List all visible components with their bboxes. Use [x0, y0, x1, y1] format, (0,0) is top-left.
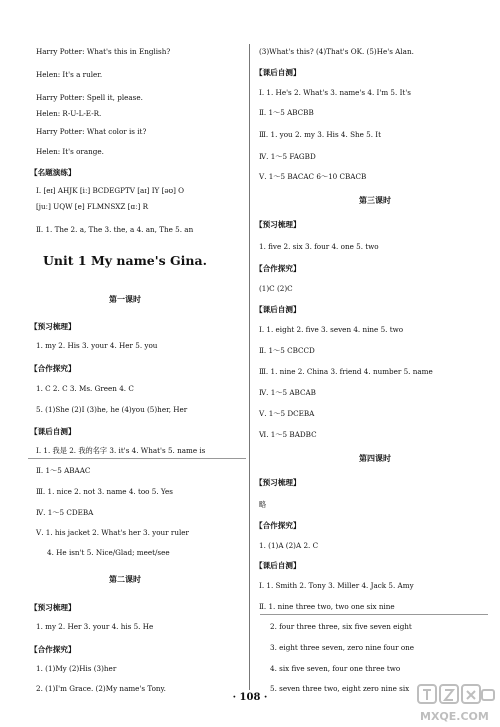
watermark-logo-icon — [414, 682, 498, 726]
answer-line: Ⅴ. 1. his jacket 2. What's her 3. your ruler — [36, 528, 189, 537]
dialogue-line: Helen: R-U-L-E-R. — [36, 109, 102, 118]
answer-line: 1. five 2. six 3. four 4. one 5. two — [259, 242, 379, 251]
answer-line: Ⅱ. 1～5 CBCCD — [259, 346, 315, 355]
answer-line: 1. (1)My (2)His (3)her — [36, 664, 117, 673]
answer-line: 4. six five seven, four one three two — [270, 664, 401, 673]
answer-line: Ⅵ. 1～5 BADBC — [259, 430, 317, 439]
lesson-title: 第二课时 — [109, 574, 141, 584]
section-heading: 【预习梳理】 — [30, 603, 76, 612]
answer-line: Ⅱ. 1. The 2. a, The 3. the, a 4. an, The 5. an — [36, 225, 194, 234]
section-heading: 【课后自测】 — [30, 427, 76, 436]
section-heading: 【课后自测】 — [255, 68, 301, 77]
section-heading: 【合作探究】 — [255, 521, 301, 530]
divider-rule — [28, 458, 246, 459]
section-heading: 【预习梳理】 — [255, 478, 301, 487]
section-heading: 【课后自测】 — [255, 305, 301, 314]
answer-line: Ⅲ. 1. nice 2. not 3. name 4. too 5. Yes — [36, 487, 173, 496]
answer-line: Ⅲ. 1. nine 2. China 3. friend 4. number 5. name — [259, 367, 433, 376]
dialogue-line: Helen: It's a ruler. — [36, 70, 103, 79]
answer-line: 5. (1)She (2)I (3)he, he (4)you (5)her, Her — [36, 405, 188, 414]
answer-line: 3. eight three seven, zero nine four one — [270, 643, 415, 652]
page-number: · 108 · — [232, 692, 268, 703]
dialogue-line: Harry Potter: What color is it? — [36, 127, 147, 136]
column-divider — [249, 44, 250, 690]
lesson-title: 第一课时 — [109, 294, 141, 304]
answer-line: 2. four three three, six five seven eight — [270, 622, 412, 631]
answer-line: Ⅰ. 1. 我是 2. 我的名字 3. it's 4. What's 5. name is — [36, 446, 206, 455]
section-heading: 【合作探究】 — [255, 264, 301, 273]
divider-rule — [260, 614, 488, 615]
answer-line: 1. my 2. Her 3. your 4. his 5. He — [36, 622, 154, 631]
answer-line: Ⅱ. 1. nine three two, two one six nine — [259, 602, 395, 611]
answer-line: Ⅰ. 1. Smith 2. Tony 3. Miller 4. Jack 5. Amy — [259, 581, 414, 590]
answer-line: [juː] UQW [e] FLMNSXZ [ɑː] R — [36, 202, 148, 211]
answer-line: Ⅴ. 1～5 DCEBA — [259, 409, 315, 418]
answer-line: 略 — [259, 500, 267, 509]
answer-line: Ⅱ. 1～5 ABCBB — [259, 108, 314, 117]
answer-line: 1. my 2. His 3. your 4. Her 5. you — [36, 341, 158, 350]
section-heading: 【合作探究】 — [30, 364, 76, 373]
answer-line: 4. He isn't 5. Nice/Glad; meet/see — [47, 548, 170, 557]
answer-line: Ⅰ. [eɪ] AHJK [iː] BCDEGPTV [aɪ] IY [əʊ] O — [36, 186, 185, 195]
section-heading: 【合作探究】 — [30, 645, 76, 654]
answer-line: (3)What's this? (4)That's OK. (5)He's Alan. — [259, 47, 414, 56]
answer-line: (1)C (2)C — [259, 284, 293, 293]
answer-line: Ⅳ. 1～5 CDEBA — [36, 508, 94, 517]
answer-line: 5. seven three two, eight zero nine six — [270, 684, 410, 693]
lesson-title: 第四课时 — [359, 453, 391, 463]
watermark-text: MXQE.COM — [420, 710, 489, 723]
answer-line: Ⅱ. 1～5 ABAAC — [36, 466, 91, 475]
section-heading: 【预习梳理】 — [255, 220, 301, 229]
answer-line: Ⅲ. 1. you 2. my 3. His 4. She 5. It — [259, 130, 382, 139]
answer-line: 2. (1)I'm Grace. (2)My name's Tony. — [36, 684, 166, 693]
unit-title: Unit 1 My name's Gina. — [43, 253, 207, 268]
dialogue-line: Harry Potter: What's this in English? — [36, 47, 171, 56]
section-heading: 【预习梳理】 — [30, 322, 76, 331]
answer-line: Ⅰ. 1. He's 2. What's 3. name's 4. I'm 5. It's — [259, 88, 411, 97]
answer-line: 1. (1)A (2)A 2. C — [259, 541, 319, 550]
section-heading: 【名题演练】 — [30, 168, 76, 177]
dialogue-line: Harry Potter: Spell it, please. — [36, 93, 143, 102]
dialogue-line: Helen: It's orange. — [36, 147, 104, 156]
answer-line: Ⅴ. 1～5 BACAC 6～10 CBACB — [259, 172, 367, 181]
answer-line: 1. C 2. C 3. Ms. Green 4. C — [36, 384, 134, 393]
lesson-title: 第三课时 — [359, 195, 391, 205]
section-heading: 【课后自测】 — [255, 561, 301, 570]
answer-line: Ⅳ. 1～5 ABCAB — [259, 388, 316, 397]
answer-line: Ⅰ. 1. eight 2. five 3. seven 4. nine 5. two — [259, 325, 404, 334]
answer-line: Ⅳ. 1～5 FAGBD — [259, 152, 316, 161]
